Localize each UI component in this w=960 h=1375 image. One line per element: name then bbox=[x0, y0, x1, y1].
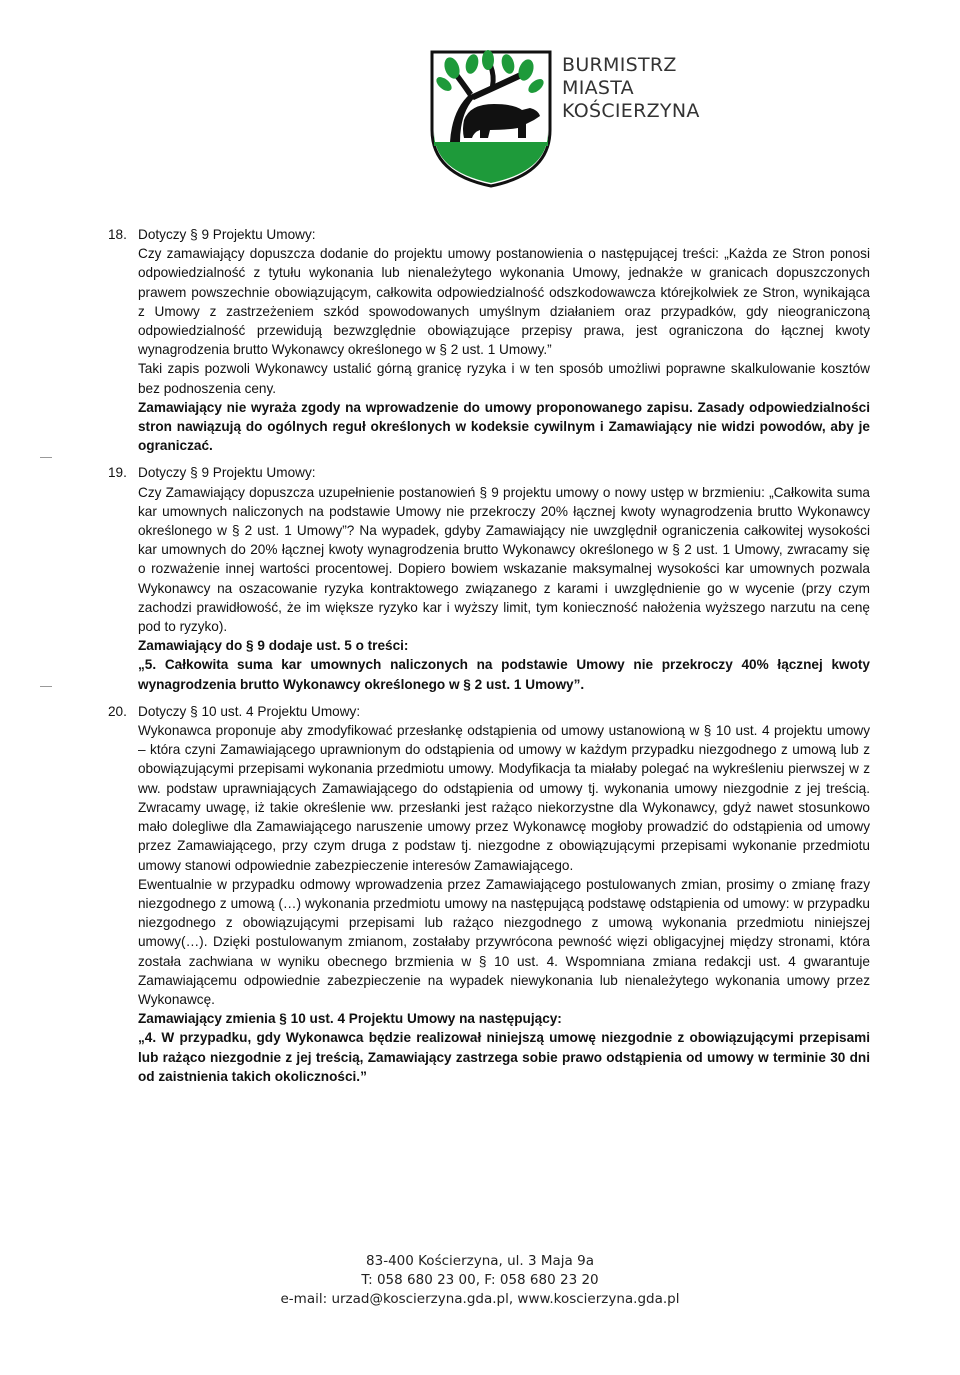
item-body bbox=[138, 225, 870, 455]
org-line-2: MIASTA bbox=[562, 77, 634, 99]
item-number: 18. bbox=[108, 227, 127, 242]
item-answer: Zamawiający zmienia § 10 ust. 4 Projektu Umowy na następujący: bbox=[138, 1011, 562, 1027]
item-answer: Zamawiający do § 9 dodaje ust. 5 o treści: bbox=[138, 638, 409, 654]
item-answer: Zamawiający nie wyraża zgody na wprowadzenie do umowy proponowanego zapisu. Zasady odpowiedzialności stron nawiązują do ogólnych reguł określonych w kodeksie cywilnym i Zamawiający nie widzi powodów, aby je ograniczać. bbox=[138, 399, 870, 454]
letterhead bbox=[430, 50, 730, 190]
item-answer-quote: „4. W przypadku, gdy Wykonawca będzie realizował niniejszą umowę niezgodnie z obowiązującymi przepisami lub rażąco niezgodnie z jej treścią, Zamawiający zastrzega sobie prawo odstąpienia od umowy w terminie 30 dni od zaistnienia takich okoliczności.” bbox=[138, 1030, 870, 1084]
footer-phone: T: 058 680 23 00, F: 058 680 23 20 bbox=[361, 1272, 599, 1288]
org-line-3: KOŚCIERZYNA bbox=[562, 100, 700, 122]
list-item-19 bbox=[108, 463, 870, 693]
item-body bbox=[138, 702, 870, 1086]
footer-email-web: e-mail: urzad@koscierzyna.gda.pl, www.koscierzyna.gda.pl bbox=[280, 1291, 680, 1307]
item-answer-quote: „5. Całkowita suma kar umownych naliczonych na podstawie Umowy nie przekroczy 40% łącznej kwoty wynagrodzenia brutto Wykonawcy określonego w § 2 ust. 1 Umowy”. bbox=[138, 657, 870, 692]
item-heading: Dotyczy § 9 Projektu Umowy: bbox=[138, 227, 316, 242]
item-heading: Dotyczy § 9 Projektu Umowy: bbox=[138, 465, 316, 481]
org-line-1: BURMISTRZ bbox=[562, 54, 677, 76]
item-question-continued: Ewentualnie w przypadku odmowy wprowadzenia przez Zamawiającego postulowanych zmian, prosimy o zmianę frazy niezgodnego z umową (…) wykonania przedmiotu umowy na następującą podstawę odstąpienia od umowy: w przypadku niezgodnego z obowiązującymi przepisami lub rażąco niezgodnego z umową wykonania przedmiotu niniejszej umowy(…). Dzięki postulowanym zmianom, zostałaby przywrócona pewność więzi obligacyjnej między stronami, która została zachwiana w wyniku obecnego brzmienia w § 10 ust. 4. Wspomniana zmiana redakcji ust. 4 gwarantuje Zamawiającemu odpowiednie zabezpieczenie na wypadek niewykonania lub nienależytego wykonania umowy przez Wykonawcę. bbox=[138, 876, 870, 1007]
item-question: Wykonawca proponuje aby zmodyfikować przesłankę odstąpienia od umowy ustanowioną w § 10 ust. 4 projektu umowy – która czyni Zamawiającego uprawnionym do odstąpienia od umowy w każdym przypadku niezgodnego z umową lub z obowiązującymi przepisami wykonania przedmiotu umowy. Modyfikacja ta miałaby polegać na wykreśleniu pierwszej w z ww. podstaw uprawniających Zamawiającego do odstąpienia od umowy tj. wykonania umowy niezgodnie z jej treścią. Zwracamy uwagę, iż takie określenie ww. przesłanki jest rażąco niekorzystne dla Wykonawcy, gdyż nawet stosunkowo mało dolegliwe dla Zamawiającego naruszenie umowy przez Wykonawcę mogłoby prowadzić do odstąpienia od umowy przez Zamawiającego, przy czym druga z podstaw tj. niezgodne z obowiązującymi przepisami wykonanie przedmiotu umowy stanowi odpowiednie zabezpieczenie interesów Zamawiającego. bbox=[138, 723, 870, 873]
item-question: Czy zamawiający dopuszcza dodanie do projektu umowy postanowienia o następującej treści: „Każda ze Stron ponosi odpowiedzialność z tytułu wykonania lub nienależytego wykonania Umowy, jednakże w granicach dopuszczonych prawem powszechnie obowiązującym, całkowita odpowiedzialność odszkodowawcza którejkolwiek ze Stron, wynikająca z Umowy z zastrzeżeniem szkód spowodowanych umyślnym działaniem oraz przypadków, gdy nieograniczoną odpowiedzialność przewidują bezwzględnie obowiązujące przepisy prawa, jest ograniczona do łącznej kwoty wynagrodzenia brutto Wykonawcy określonego w § 2 ust. 1 Umowy.” bbox=[138, 246, 870, 358]
list-item-20 bbox=[108, 702, 870, 1086]
list-item-18 bbox=[108, 225, 870, 455]
margin-tick bbox=[40, 686, 52, 687]
footer-contact bbox=[250, 1252, 710, 1309]
item-question-continued: Taki zapis pozwoli Wykonawcy ustalić górną granicę ryzyka i w ten sposób umożliwi poprawne skalkulowanie kosztów bez podnoszenia ceny. bbox=[138, 361, 870, 396]
margin-tick bbox=[40, 457, 52, 458]
item-number: 20. bbox=[108, 703, 127, 719]
footer-address: 83-400 Kościerzyna, ul. 3 Maja 9a bbox=[366, 1253, 594, 1269]
organization-name bbox=[562, 54, 700, 123]
item-heading: Dotyczy § 10 ust. 4 Projektu Umowy: bbox=[138, 703, 361, 719]
item-question: Czy Zamawiający dopuszcza uzupełnienie postanowień § 9 projektu umowy o nowy ustęp w brzmieniu: „Całkowita suma kar umownych naliczonych na podstawie Umowy nie przekroczy 20% łącznej kwoty wynagrodzenia brutto Wykonawcy określonego w § 2 ust. 1 Umowy”? Na wypadek, gdyby Zamawiający nie uwzględnił ograniczenia całkowitej wysokości kar umownych do 20% łącznej kwoty wynagrodzenia brutto Wykonawcy określonego w § 2 ust. 1 Umowy, zwracamy się o rozważenie innej wartości procentowej. Dopiero bowiem wskazanie maksymalnej wysokości kar umownych pozwala Wykonawcy na oszacowanie ryzyka kontraktowego związanego z karami i uwzględnienie go w wycenie (przy czym zachodzi prawidłowość, że im większe ryzyko kar i wyższy limit, tym konieczność nałożenia wyższego narzutu na cenę pod to ryzyko). bbox=[138, 484, 870, 635]
questions-list bbox=[108, 225, 870, 1094]
item-body bbox=[138, 463, 870, 693]
item-number: 19. bbox=[108, 465, 127, 481]
coat-of-arms-icon bbox=[430, 50, 552, 188]
